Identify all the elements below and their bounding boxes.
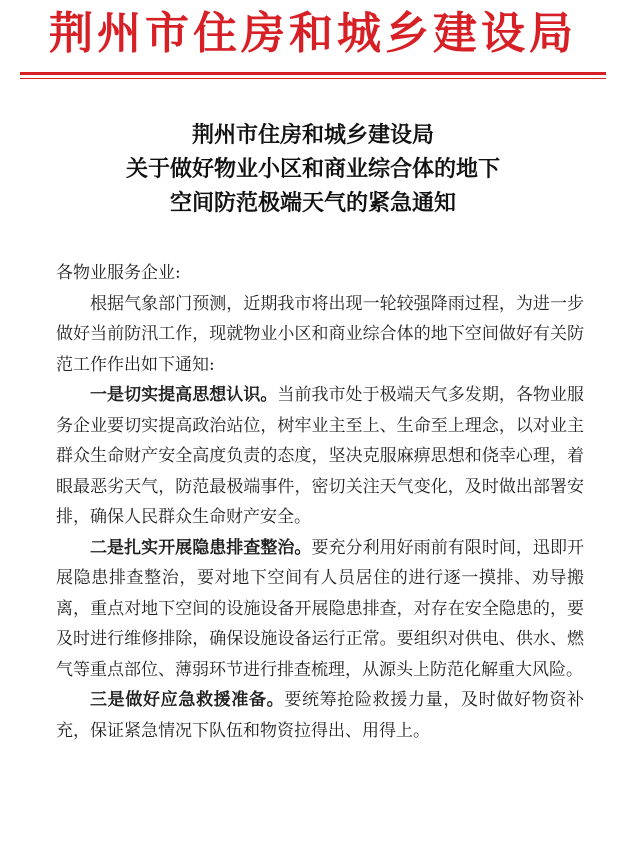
- section-text: 要充分利用好雨前有限时间，迅即开展隐患排查整治，要对地下空间有人员居住的进行逐一摸排、劝导搬离，重点对地下空间的设施设备开展隐患排查，对存在安全隐患的，要及时进行维修排除，确保设施设备运行正常。要组织对供电、供水、燃气等重点部位、薄弱环节进行排查梳理，从源头上防范化解重大风险。: [56, 537, 585, 680]
- title-line: 空间防范极端天气的紧急通知: [169, 190, 456, 216]
- intro-paragraph: 根据气象部门预测，近期我市将出现一轮较强降雨过程，为进一步做好当前防汛工作，现就物业小区和商业综合体的地下空间做好有关防范工作作出如下通知:: [56, 293, 584, 375]
- title-line: 荆州市住房和城乡建设局: [191, 122, 434, 148]
- section-paragraph: [56, 685, 584, 746]
- title-line: 关于做好物业小区和商业综合体的地下: [125, 156, 500, 182]
- document-title: [40, 118, 586, 220]
- masthead: 荆州市住房和城乡建设局: [49, 8, 577, 59]
- masthead-rule-thin: [20, 78, 606, 79]
- section-text: 要统筹抢险救援力量，及时做好物资补充，保证紧急情况下队伍和物资拉得出、用得上。: [56, 690, 585, 741]
- section-heading: 二是扎实开展隐患排查整治。: [90, 537, 312, 558]
- section-paragraph: [56, 380, 584, 533]
- section-paragraph: [56, 533, 584, 686]
- section-heading: 三是做好应急救援准备。: [90, 690, 285, 710]
- section-heading: 一是切实提高思想认识。: [90, 385, 278, 405]
- section-text: 当前我市处于极端天气多发期，各物业服务企业要切实提高政治站位，树牢业主至上、生命至上理念，以对业主群众生命财产安全高度负责的态度，坚决克服麻痹思想和侥幸心理，着眼最恶劣天气，防范最极端事件，密切关注天气变化，及时做出部署安排，确保人民群众生命财产安全。: [56, 385, 585, 527]
- salutation: 各物业服务企业:: [56, 263, 181, 283]
- document-body: [56, 258, 584, 746]
- masthead-rule-thick: [20, 72, 606, 75]
